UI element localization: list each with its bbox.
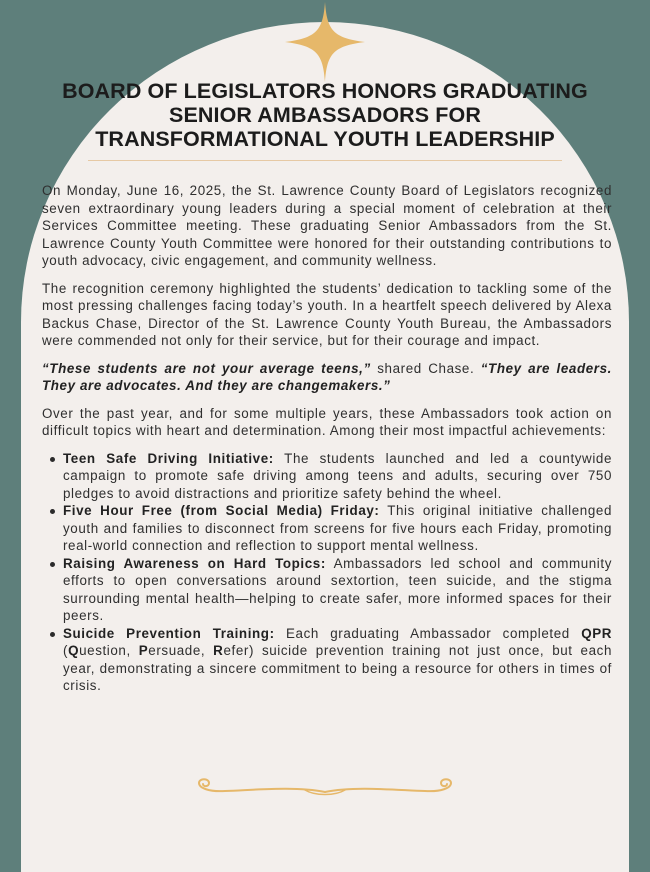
list-item-heading: Teen Safe Driving Initiative: xyxy=(63,450,274,466)
ceremony-paragraph: The recognition ceremony highlighted the students’ dedication to tackling some of the most pressing challenges facing today’s youth. In a heartfelt speech delivered by Alexa Backus Chase, Director of the St. Lawrence County Youth Bureau, the Ambassadors were commended not only for their service, but for their courage and impact. xyxy=(42,280,612,348)
list-item-text: ersuade, xyxy=(148,643,214,658)
quote-attribution: shared Chase. xyxy=(370,360,481,376)
page-title: BOARD OF LEGISLATORS HONORS GRADUATING SENIOR AMBASSADORS FOR TRANSFORMATIONAL YOUTH LEADERSHIP xyxy=(62,79,588,151)
acronym-letter-p: P xyxy=(138,643,149,658)
list-item xyxy=(63,555,612,625)
list-item-heading: Suicide Prevention Training: xyxy=(63,625,275,641)
quote-paragraph xyxy=(42,360,612,395)
intro-paragraph: On Monday, June 16, 2025, the St. Lawrence County Board of Legislators recognized seven extraordinary young leaders during a special moment of celebration at their Services Committee meeting. These graduating Senior Ambassadors from the St. Lawrence County Youth Committee were honored for their outstanding contributions to youth advocacy, civic engagement, and community wellness. xyxy=(42,183,612,268)
list-item xyxy=(63,450,612,503)
list-item xyxy=(63,502,612,555)
list-item-heading: Raising Awareness on Hard Topics: xyxy=(63,555,326,571)
list-item-text: ) suicide prevention training not just once, but each year, demonstrating a sincere commitment to being a resource for others in times of crisis. xyxy=(63,643,612,693)
article-body xyxy=(42,182,612,695)
list-item-text: ( xyxy=(63,643,69,658)
list-item xyxy=(63,625,612,695)
achievements-list xyxy=(42,450,612,695)
acronym-letter-q: Q xyxy=(68,643,80,658)
list-item-text: Ambassadors led school and community efforts to open conversations around sextortion, teen suicide, and the stigma surrounding mental health—helping to create safer, more informed spaces for their peers. xyxy=(63,555,612,623)
list-item-text: The students launched and led a countywide campaign to promote safe driving among teens and adults, securing over 750 pledges to avoid distractions and prioritize safety behind the wheel. xyxy=(63,450,612,501)
list-item-heading: Five Hour Free (from Social Media) Friday: xyxy=(63,503,380,518)
acronym-letter-r: R xyxy=(213,643,224,658)
list-item-text: efer xyxy=(223,643,249,658)
list-item-text: This original initiative challenged youth and families to disconnect from screens for five hours each Friday, promoting real-world connection and reflection to support mental wellness. xyxy=(63,503,612,553)
list-item-text: Each graduating Ambassador completed xyxy=(274,625,582,641)
title-divider xyxy=(88,160,562,161)
quote-part-1: “These students are not your average teens,” xyxy=(42,360,371,376)
past-year-paragraph: Over the past year, and for some multiple years, these Ambassadors took action on difficult topics with heart and determination. Among their most impactful achievements: xyxy=(42,405,612,438)
qpr-acronym: QPR xyxy=(581,625,613,641)
list-item-text: uestion, xyxy=(79,643,139,658)
four-point-star-icon xyxy=(283,0,367,84)
quote-part-2: “They are leaders. They are advocates. And they are changemakers.” xyxy=(42,360,612,393)
scroll-flourish-icon xyxy=(195,776,455,804)
